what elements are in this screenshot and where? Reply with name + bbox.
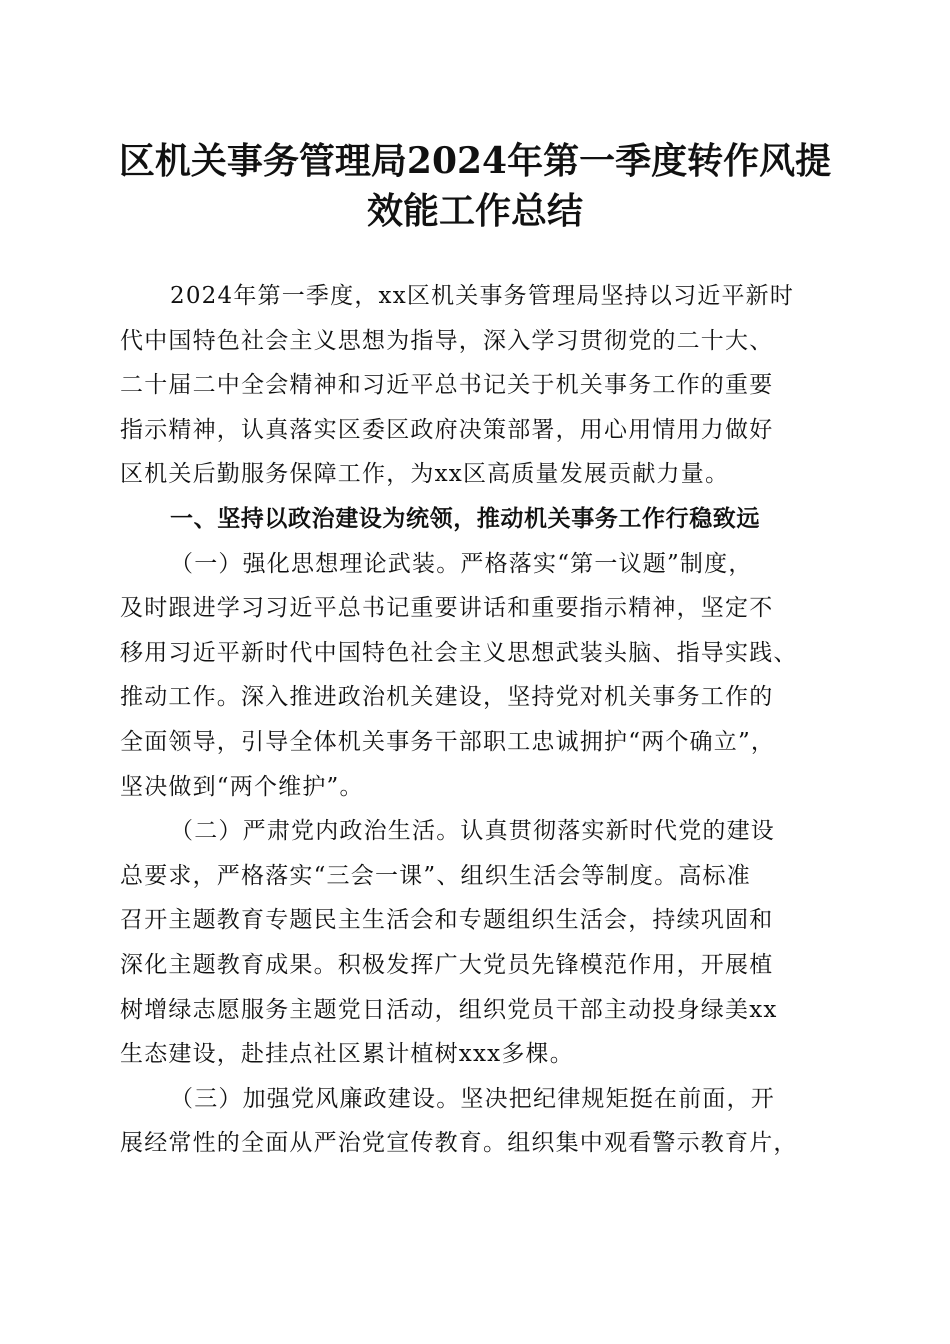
paragraph-line: （一）强化思想理论武装。严格落实“第一议题”制度， xyxy=(170,550,753,577)
document-body xyxy=(120,274,832,1166)
paragraph-line: 代中国特色社会主义思想为指导，深入学习贯彻党的二十大、 xyxy=(120,327,774,354)
paragraph-line: 区机关后勤服务保障工作，为xx区高质量发展贡献力量。 xyxy=(120,461,730,488)
title-line-2: 效能工作总结 xyxy=(366,190,583,232)
paragraph-line: 召开主题教育专题民主生活会和专题组织生活会，持续巩固和 xyxy=(120,907,774,934)
paragraph-line: 展经常性的全面从严治党宣传教育。组织集中观看警示教育片， xyxy=(120,1130,798,1157)
paragraph-line: 2024年第一季度，xx区机关事务管理局坚持以习近平新时 xyxy=(170,283,795,309)
paragraph-line: （二）严肃党内政治生活。认真贯彻落实新时代党的建设 xyxy=(170,818,775,845)
paragraph-line: 移用习近平新时代中国特色社会主义思想武装头脑、指导实践、 xyxy=(120,639,798,666)
paragraph-line: 坚决做到“两个维护”。 xyxy=(120,773,364,800)
paragraph-line: 深化主题教育成果。积极发挥广大党员先锋模范作用，开展植 xyxy=(120,951,774,978)
paragraph-line: 二十届二中全会精神和习近平总书记关于机关事务工作的重要 xyxy=(120,372,774,399)
paragraph-line: 总要求，严格落实“三会一课”、组织生活会等制度。高标准 xyxy=(120,862,751,889)
title-line-1: 区机关事务管理局2024年第一季度转作风提 xyxy=(118,140,832,182)
section-heading: 一、坚持以政治建设为统领，推动机关事务工作行稳致远 xyxy=(170,505,760,532)
paragraph-line: 树增绿志愿服务主题党日活动，组织党员干部主动投身绿美xx xyxy=(120,996,778,1023)
paragraph-line: 全面领导，引导全体机关事务干部职工忠诚拥护“两个确立”， xyxy=(120,728,776,755)
paragraph-line: 指示精神，认真落实区委区政府决策部署，用心用情用力做好 xyxy=(120,416,774,443)
paragraph-line: 及时跟进学习习近平总书记重要讲话和重要指示精神，坚定不 xyxy=(120,595,774,622)
document-title xyxy=(110,136,840,236)
paragraph-line: （三）加强党风廉政建设。坚决把纪律规矩挺在前面，开 xyxy=(170,1085,775,1112)
paragraph-line: 生态建设，赴挂点社区累计植树xxx多棵。 xyxy=(120,1041,574,1068)
paragraph-line: 推动工作。深入推进政治机关建设，坚持党对机关事务工作的 xyxy=(120,684,774,711)
